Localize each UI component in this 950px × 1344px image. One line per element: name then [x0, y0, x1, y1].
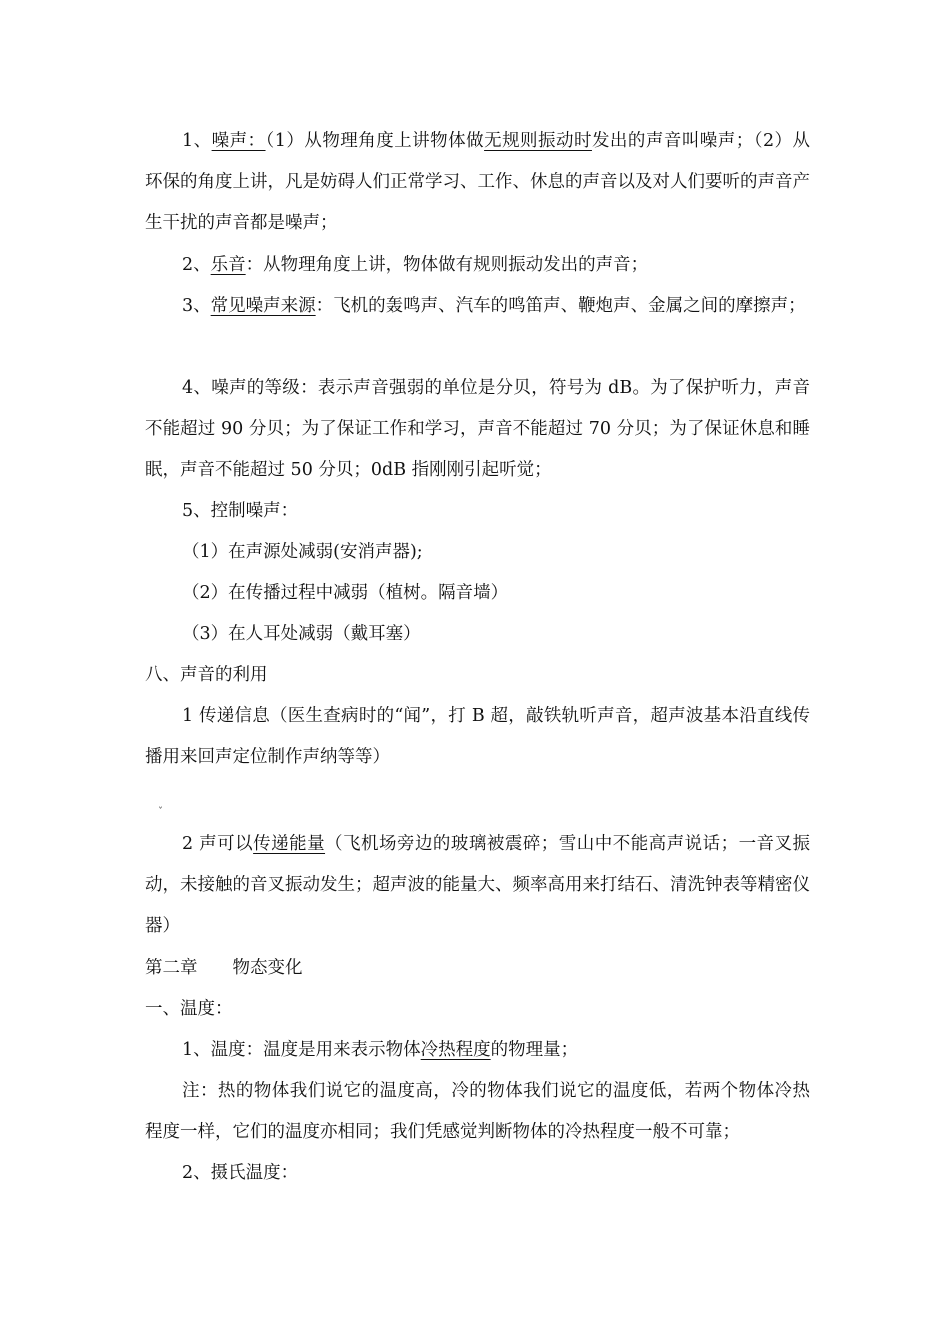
- text-run: 的物理量；: [490, 1040, 579, 1060]
- paragraph-musical-sound: [145, 245, 810, 286]
- list-item-control-3: [182, 614, 847, 655]
- paragraph-noise-definition: [145, 121, 810, 244]
- list-item-control-2: [182, 573, 847, 614]
- text-run: 第二章 物态变化: [145, 958, 303, 978]
- text-run: （飞机场旁边的玻璃被震碎；雪山中不能高声说话；一音叉振动，未接触的音叉振动发生；超声波的能量大、频率高用来打结石、清洗钟表等精密仪器）: [145, 834, 811, 936]
- paragraph-noise-control-heading: [145, 491, 810, 532]
- underlined-term: 无规则振动时: [484, 131, 592, 151]
- text-run: 5、控制噪声：: [182, 501, 299, 521]
- text-run: 2、: [182, 255, 211, 275]
- text-run: 4、噪声的等级：表示声音强弱的单位是分贝，符号为 dB。为了保护听力，声音不能超过 90 分贝；为了保证工作和学习，声音不能超过 70 分贝；为了保证休息和睡眠，声音不能超过 50 分贝；0dB 指刚刚引起听觉；: [145, 378, 810, 480]
- text-run: 八、声音的利用: [145, 665, 268, 685]
- underlined-term: 乐音: [210, 255, 246, 275]
- paragraph-celsius-heading: [145, 1153, 810, 1194]
- text-run: 1、温度：温度是用来表示物体: [182, 1040, 421, 1060]
- text-run: 1、: [182, 131, 212, 151]
- text-run: （1）在声源处减弱(安消声器);: [182, 542, 423, 562]
- text-run: （2）在传播过程中减弱（植树。隔音墙）: [182, 583, 509, 603]
- paragraph-noise-levels: [145, 368, 810, 491]
- section-heading-sound-uses: [145, 655, 810, 696]
- paragraph-noise-sources: [145, 286, 810, 327]
- underlined-term: 常见噪声来源: [210, 296, 316, 316]
- text-run: 一、温度：: [145, 999, 233, 1019]
- text-run: （3）在人耳处减弱（戴耳塞）: [182, 624, 421, 644]
- paragraph-transfer-information: [145, 696, 810, 778]
- paragraph-transfer-energy: [145, 824, 810, 947]
- text-run: ：飞机的轰鸣声、汽车的鸣笛声、鞭炮声、金属之间的摩擦声；: [315, 296, 806, 316]
- text-run: ：从物理角度上讲，物体做有规则振动发出的声音；: [245, 255, 649, 275]
- text-run: 3、: [182, 296, 211, 316]
- text-run: （1）从物理角度上讲物体做: [265, 131, 485, 151]
- paragraph-temperature-definition: [145, 1030, 810, 1071]
- text-run: 1 传递信息（医生查病时的“闻”，打 B 超，敲铁轨听声音，超声波基本沿直线传播用来回声定位制作声纳等等）: [145, 706, 810, 767]
- section-heading-temperature: [145, 989, 810, 1030]
- underlined-term: 冷热程度: [420, 1040, 491, 1060]
- text-run: 发出的声音叫噪声；（2）从环保的角度上讲，凡是妨碍人们正常学习、工作、休息的声音以及对人们要听的声音产生干扰的声音都是噪声；: [145, 131, 811, 233]
- text-run: 注：热的物体我们说它的温度高，冷的物体我们说它的温度低，若两个物体冷热程度一样，它们的温度亦相同；我们凭感觉判断物体的冷热程度一般不可靠；: [145, 1081, 810, 1142]
- stray-mark: ˇ: [158, 807, 163, 818]
- underlined-term: 噪声：: [211, 131, 266, 151]
- chapter-heading: [145, 948, 810, 989]
- paragraph-temperature-note: [145, 1071, 810, 1153]
- text-run: 2、摄氏温度：: [182, 1163, 299, 1183]
- underlined-term: 传递能量: [253, 834, 326, 854]
- list-item-control-1: [182, 532, 847, 573]
- text-run: 2 声可以: [182, 834, 254, 854]
